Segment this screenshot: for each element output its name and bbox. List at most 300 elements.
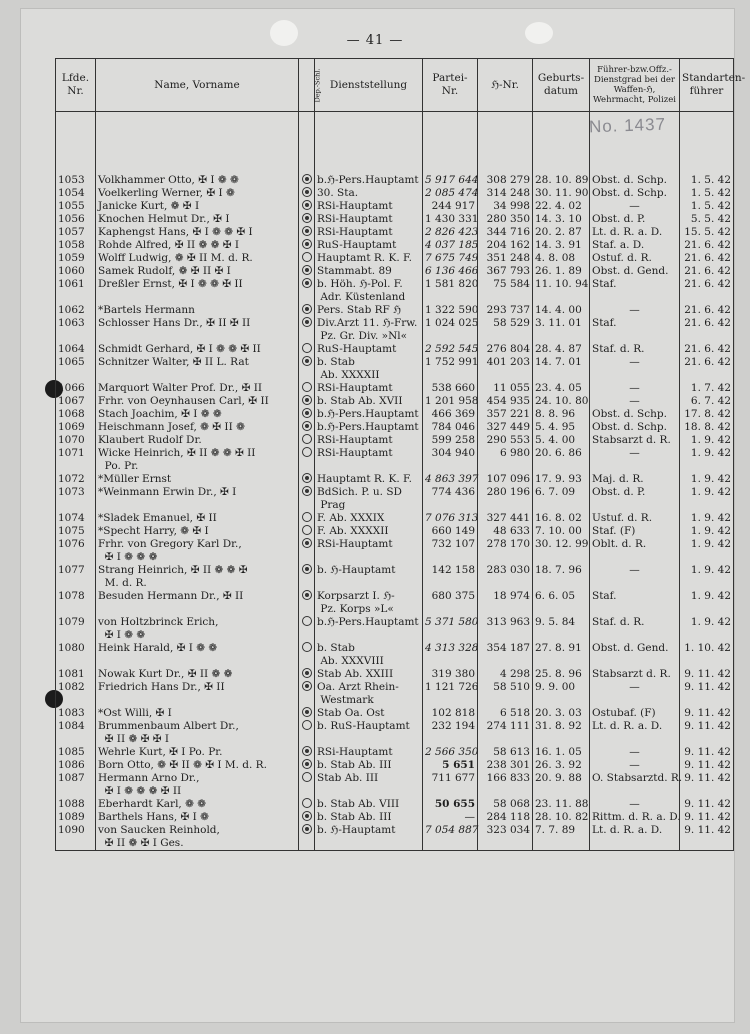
cell-nr: 1077 (56, 564, 96, 590)
dep-symbol-filled-icon (302, 746, 312, 756)
cell-std: 1. 5. 42 (680, 200, 734, 213)
cell-rang: Staf. d. R. (590, 616, 680, 642)
cell-partei: 732 107 (423, 538, 478, 564)
cell-name: Kaphengst Hans, ✠ I ❁ ❁ ✠ I (96, 226, 299, 239)
cell-dienst: BdSich. P. u. SD Prag (315, 486, 423, 512)
cell-name: Voelkerling Werner, ✠ I ❁ (96, 187, 299, 200)
cell-dep (299, 174, 315, 187)
cell-dep (299, 213, 315, 226)
cell-ss: 454 935 (478, 395, 533, 408)
cell-rang: Lt. d. R. a. D. (590, 720, 680, 746)
cell-nr: 1073 (56, 486, 96, 512)
cell-partei: 2 085 474 (423, 187, 478, 200)
cell-dienst: Stab Ab. III (315, 772, 423, 798)
cell-dep (299, 278, 315, 304)
cell-partei: 5 917 644 (423, 174, 478, 187)
cell-std: 1. 9. 42 (680, 434, 734, 447)
cell-rang: — (590, 304, 680, 317)
table-row (56, 681, 734, 707)
cell-geb: 28. 10. 89 (533, 174, 590, 187)
header-geb: Geburts-datum (533, 59, 590, 112)
cell-rang: Lt. d. R. a. D. (590, 824, 680, 851)
cell-geb: 27. 8. 91 (533, 642, 590, 668)
cell-name: *Weinmann Erwin Dr., ✠ I (96, 486, 299, 512)
cell-partei: 2 566 350 (423, 746, 478, 759)
header-nr: Lfde. Nr. (56, 59, 96, 112)
cell-nr: 1086 (56, 759, 96, 772)
table-row (56, 538, 734, 564)
cell-dienst: RuS-Hauptamt (315, 343, 423, 356)
dep-symbol-filled-icon (302, 564, 312, 574)
cell-dienst: b. Stab Ab. XXXXII (315, 356, 423, 382)
cell-rang: Oblt. d. R. (590, 538, 680, 564)
cell-geb: 14. 4. 00 (533, 304, 590, 317)
cell-dienst: b.ℌ-Pers.Hauptamt (315, 421, 423, 434)
cell-ss: 357 221 (478, 408, 533, 421)
cell-rang: Stabsarzt d. R. (590, 434, 680, 447)
cell-nr: 1066 (56, 382, 96, 395)
cell-dienst: b.ℌ-Pers.Hauptamt (315, 616, 423, 642)
cell-dienst: Stammabt. 89 (315, 265, 423, 278)
cell-geb: 26. 1. 89 (533, 265, 590, 278)
cell-nr: 1090 (56, 824, 96, 851)
table-row (56, 707, 734, 720)
cell-ss: 367 793 (478, 265, 533, 278)
cell-partei: 1 322 590 (423, 304, 478, 317)
cell-ss: 327 441 (478, 512, 533, 525)
cell-partei: 50 655 (423, 798, 478, 811)
cell-std: 21. 6. 42 (680, 239, 734, 252)
cell-dep (299, 772, 315, 798)
cell-rang: Lt. d. R. a. D. (590, 226, 680, 239)
cell-nr: 1080 (56, 642, 96, 668)
cell-std: 18. 8. 42 (680, 421, 734, 434)
cell-ss: 313 963 (478, 616, 533, 642)
cell-dienst: b. ℌ-Hauptamt (315, 824, 423, 851)
cell-name: Stach Joachim, ✠ I ❁ ❁ (96, 408, 299, 421)
cell-std: 9. 11. 42 (680, 681, 734, 707)
cell-name: Janicke Kurt, ❁ ✠ I (96, 200, 299, 213)
dep-symbol-ring-icon (302, 525, 312, 535)
dep-symbol-filled-icon (302, 538, 312, 548)
cell-std: 9. 11. 42 (680, 824, 734, 851)
cell-dep (299, 382, 315, 395)
cell-rang: Obst. d. Schp. (590, 187, 680, 200)
cell-dienst: b.ℌ-Pers.Hauptamt (315, 408, 423, 421)
dep-symbol-ring-icon (302, 772, 312, 782)
cell-geb: 22. 4. 02 (533, 200, 590, 213)
cell-geb: 14. 3. 10 (533, 213, 590, 226)
cell-std: 21. 6. 42 (680, 278, 734, 304)
cell-dep (299, 447, 315, 473)
dep-symbol-ring-icon (302, 382, 312, 392)
cell-std: 1. 9. 42 (680, 525, 734, 538)
archive-stamp: No. 1437 (588, 114, 667, 137)
dep-symbol-ring-icon (302, 447, 312, 457)
cell-ss: 401 203 (478, 356, 533, 382)
table-row (56, 590, 734, 616)
cell-dep (299, 226, 315, 239)
cell-geb: 5. 4. 00 (533, 434, 590, 447)
cell-dep (299, 538, 315, 564)
cell-std: 9. 11. 42 (680, 772, 734, 798)
dep-symbol-filled-icon (302, 681, 312, 691)
cell-name: Schlosser Hans Dr., ✠ II ✠ II (96, 317, 299, 343)
cell-std: 9. 11. 42 (680, 707, 734, 720)
cell-geb: 8. 8. 96 (533, 408, 590, 421)
cell-dienst: b. ℌ-Hauptamt (315, 564, 423, 590)
cell-geb: 7. 10. 00 (533, 525, 590, 538)
cell-ss: 283 030 (478, 564, 533, 590)
table-header (56, 59, 734, 112)
cell-std: 21. 6. 42 (680, 304, 734, 317)
cell-nr: 1075 (56, 525, 96, 538)
cell-geb: 24. 10. 80 (533, 395, 590, 408)
cell-partei: 711 677 (423, 772, 478, 798)
cell-rang: — (590, 200, 680, 213)
cell-rang: — (590, 798, 680, 811)
cell-name: *Ost Willi, ✠ I (96, 707, 299, 720)
cell-dienst: Stab Oa. Ost (315, 707, 423, 720)
cell-name: Klaubert Rudolf Dr. (96, 434, 299, 447)
cell-std: 1. 9. 42 (680, 590, 734, 616)
cell-std: 17. 8. 42 (680, 408, 734, 421)
cell-geb: 16. 8. 02 (533, 512, 590, 525)
dep-symbol-filled-icon (302, 473, 312, 483)
roster-table (55, 58, 746, 851)
cell-dep (299, 408, 315, 421)
cell-nr: 1085 (56, 746, 96, 759)
cell-nr: 1089 (56, 811, 96, 824)
dep-symbol-ring-icon (302, 642, 312, 652)
cell-rang: O. Stabsarztd. R. (590, 772, 680, 798)
table-row (56, 382, 734, 395)
cell-dep (299, 512, 315, 525)
cell-name: von Holtzbrinck Erich, ✠ I ❁ ❁ (96, 616, 299, 642)
cell-dep (299, 395, 315, 408)
cell-partei: 1 430 331 (423, 213, 478, 226)
cell-geb: 20. 9. 88 (533, 772, 590, 798)
cell-ss: 280 350 (478, 213, 533, 226)
table-row (56, 798, 734, 811)
cell-std: 9. 11. 42 (680, 746, 734, 759)
cell-dienst: F. Ab. XXXIX (315, 512, 423, 525)
cell-geb: 28. 4. 87 (533, 343, 590, 356)
table-row (56, 278, 734, 304)
cell-dep (299, 590, 315, 616)
cell-rang: — (590, 564, 680, 590)
cell-rang: Staf. (590, 278, 680, 304)
cell-geb: 6. 7. 09 (533, 486, 590, 512)
cell-nr: 1065 (56, 356, 96, 382)
cell-dep (299, 746, 315, 759)
cell-name: Born Otto, ❁ ✠ II ❁ ✠ I M. d. R. (96, 759, 299, 772)
cell-geb: 20. 3. 03 (533, 707, 590, 720)
cell-name: Wicke Heinrich, ✠ II ❁ ❁ ✠ II Po. Pr. (96, 447, 299, 473)
cell-std: 1. 5. 42 (680, 187, 734, 200)
dep-symbol-ring-icon (302, 616, 312, 626)
cell-nr: 1087 (56, 772, 96, 798)
cell-rang: Ustuf. d. R. (590, 512, 680, 525)
dep-symbol-filled-icon (302, 486, 312, 496)
table-row (56, 421, 734, 434)
cell-nr: 1062 (56, 304, 96, 317)
cell-nr: 1068 (56, 408, 96, 421)
cell-partei: 2 592 545 (423, 343, 478, 356)
cell-ss: 58 068 (478, 798, 533, 811)
table-row (56, 200, 734, 213)
cell-rang: Ostuf. d. R. (590, 252, 680, 265)
dep-symbol-filled-icon (302, 304, 312, 314)
cell-rang: Obst. d. Gend. (590, 642, 680, 668)
cell-nr: 1072 (56, 473, 96, 486)
cell-nr: 1056 (56, 213, 96, 226)
cell-dep (299, 798, 315, 811)
cell-dep (299, 486, 315, 512)
cell-dienst: Pers. Stab RF ℌ (315, 304, 423, 317)
cell-dienst: 30. Sta. (315, 187, 423, 200)
table-row (56, 408, 734, 421)
cell-rang: Obst. d. Schp. (590, 421, 680, 434)
cell-nr: 1069 (56, 421, 96, 434)
cell-partei: 538 660 (423, 382, 478, 395)
page-number: — 41 — (346, 33, 404, 48)
table-row (56, 395, 734, 408)
dep-symbol-ring-icon (302, 798, 312, 808)
cell-nr: 1061 (56, 278, 96, 304)
cell-std: 9. 11. 42 (680, 798, 734, 811)
cell-name: Rohde Alfred, ✠ II ❁ ❁ ✠ I (96, 239, 299, 252)
cell-dienst: Hauptamt R. K. F. (315, 473, 423, 486)
cell-rang: Obst. d. Schp. (590, 174, 680, 187)
cell-std: 15. 5. 42 (680, 226, 734, 239)
cell-dienst: b. Stab Ab. III (315, 811, 423, 824)
cell-name: Schnitzer Walter, ✠ II L. Rat (96, 356, 299, 382)
cell-std: 9. 11. 42 (680, 720, 734, 746)
cell-rang: Obst. d. P. (590, 486, 680, 512)
cell-rang: Staf. d. R. (590, 343, 680, 356)
cell-std: 1. 9. 42 (680, 538, 734, 564)
cell-dep (299, 304, 315, 317)
cell-partei: 1 752 991 (423, 356, 478, 382)
cell-name: Barthels Hans, ✠ I ❁ (96, 811, 299, 824)
cell-dep (299, 811, 315, 824)
cell-geb: 3. 11. 01 (533, 317, 590, 343)
cell-dienst: Stab Ab. XXIII (315, 668, 423, 681)
dep-symbol-filled-icon (302, 265, 312, 275)
cell-std: 21. 6. 42 (680, 317, 734, 343)
cell-ss: 278 170 (478, 538, 533, 564)
cell-ss: 354 187 (478, 642, 533, 668)
cell-partei: 1 121 726 (423, 681, 478, 707)
table-row (56, 304, 734, 317)
cell-partei: 102 818 (423, 707, 478, 720)
cell-name: Knochen Helmut Dr., ✠ I (96, 213, 299, 226)
cell-ss: 58 529 (478, 317, 533, 343)
cell-name: *Specht Harry, ❁ ✠ I (96, 525, 299, 538)
dep-symbol-filled-icon (302, 668, 312, 678)
cell-ss: 314 248 (478, 187, 533, 200)
cell-ss: 204 162 (478, 239, 533, 252)
cell-nr: 1059 (56, 252, 96, 265)
table-row (56, 616, 734, 642)
cell-dienst: RSi-Hauptamt (315, 538, 423, 564)
cell-geb: 16. 1. 05 (533, 746, 590, 759)
cell-ss: 107 096 (478, 473, 533, 486)
table-row (56, 772, 734, 798)
table-row (56, 239, 734, 252)
cell-std: 21. 6. 42 (680, 265, 734, 278)
cell-rang: — (590, 356, 680, 382)
dep-symbol-filled-icon (302, 408, 312, 418)
cell-nr: 1079 (56, 616, 96, 642)
cell-rang: Rittm. d. R. a. D. (590, 811, 680, 824)
cell-geb: 25. 8. 96 (533, 668, 590, 681)
cell-nr: 1055 (56, 200, 96, 213)
cell-partei: 4 037 185 (423, 239, 478, 252)
cell-name: von Saucken Reinhold, ✠ II ❁ ✠ I Ges. (96, 824, 299, 851)
cell-dienst: b. Stab Ab. XXXVIII (315, 642, 423, 668)
cell-name: Heink Harald, ✠ I ❁ ❁ (96, 642, 299, 668)
cell-dep (299, 616, 315, 642)
cell-geb: 14. 3. 91 (533, 239, 590, 252)
cell-ss: 344 716 (478, 226, 533, 239)
cell-dienst: F. Ab. XXXXII (315, 525, 423, 538)
cell-std: 5. 5. 42 (680, 213, 734, 226)
dep-symbol-filled-icon (302, 421, 312, 431)
cell-std: 1. 5. 42 (680, 174, 734, 187)
cell-rang: Staf. a. D. (590, 239, 680, 252)
cell-ss: 238 301 (478, 759, 533, 772)
cell-nr: 1064 (56, 343, 96, 356)
cell-ss: 351 248 (478, 252, 533, 265)
cell-nr: 1083 (56, 707, 96, 720)
cell-dienst: b. Stab Ab. VIII (315, 798, 423, 811)
table-row (56, 317, 734, 343)
table-row (56, 746, 734, 759)
dep-symbol-filled-icon (302, 395, 312, 405)
cell-ss: 280 196 (478, 486, 533, 512)
cell-nr: 1078 (56, 590, 96, 616)
cell-partei: 599 258 (423, 434, 478, 447)
cell-geb: 23. 11. 88 (533, 798, 590, 811)
cell-rang: — (590, 395, 680, 408)
dep-symbol-filled-icon (302, 811, 312, 821)
cell-partei: 4 863 397 (423, 473, 478, 486)
cell-dienst: b. RuS-Hauptamt (315, 720, 423, 746)
cell-name: *Müller Ernst (96, 473, 299, 486)
table-row (56, 265, 734, 278)
cell-nr: 1053 (56, 174, 96, 187)
cell-partei: 660 149 (423, 525, 478, 538)
table-row (56, 356, 734, 382)
dep-symbol-filled-icon (302, 239, 312, 249)
header-ss: ℌ-Nr. (478, 59, 533, 112)
cell-ss: 18 974 (478, 590, 533, 616)
cell-std: 21. 6. 42 (680, 252, 734, 265)
cell-dienst: RSi-Hauptamt (315, 226, 423, 239)
cell-partei: 774 436 (423, 486, 478, 512)
cell-partei: — (423, 811, 478, 824)
cell-partei: 232 194 (423, 720, 478, 746)
cell-nr: 1054 (56, 187, 96, 200)
cell-geb: 18. 7. 96 (533, 564, 590, 590)
cell-dienst: b. Höh. ℌ-Pol. F. Adr. Küstenland (315, 278, 423, 304)
dep-symbol-filled-icon (302, 356, 312, 366)
dep-symbol-filled-icon (302, 226, 312, 236)
cell-rang: Stabsarzt d. R. (590, 668, 680, 681)
cell-geb: 30. 12. 99 (533, 538, 590, 564)
cell-geb: 30. 11. 90 (533, 187, 590, 200)
cell-partei: 6 136 466 (423, 265, 478, 278)
cell-partei: 7 054 887 (423, 824, 478, 851)
cell-geb: 26. 3. 92 (533, 759, 590, 772)
cell-std: 1. 10. 42 (680, 642, 734, 668)
cell-dienst: RSi-Hauptamt (315, 434, 423, 447)
cell-ss: 274 111 (478, 720, 533, 746)
cell-geb: 20. 6. 86 (533, 447, 590, 473)
cell-dep (299, 421, 315, 434)
cell-ss: 6 518 (478, 707, 533, 720)
cell-std: 1. 9. 42 (680, 616, 734, 642)
cell-nr: 1057 (56, 226, 96, 239)
cell-partei: 680 375 (423, 590, 478, 616)
cell-dienst: RSi-Hauptamt (315, 382, 423, 395)
table-row (56, 512, 734, 525)
cell-rang: Staf. (590, 590, 680, 616)
cell-rang: Obst. d. Schp. (590, 408, 680, 421)
cell-geb: 14. 7. 01 (533, 356, 590, 382)
dep-symbol-filled-icon (302, 174, 312, 184)
cell-dep (299, 681, 315, 707)
cell-geb: 6. 6. 05 (533, 590, 590, 616)
cell-name: Frhr. von Gregory Karl Dr., ✠ I ❁ ❁ ❁ (96, 538, 299, 564)
cell-std: 1. 9. 42 (680, 512, 734, 525)
cell-partei: 1 024 025 (423, 317, 478, 343)
cell-geb: 9. 5. 84 (533, 616, 590, 642)
table-row (56, 187, 734, 200)
header-dienst: Dienststellung (315, 59, 423, 112)
cell-partei: 1 201 958 (423, 395, 478, 408)
table-row (56, 252, 734, 265)
cell-nr: 1063 (56, 317, 96, 343)
cell-partei: 142 158 (423, 564, 478, 590)
cell-dienst: RSi-Hauptamt (315, 746, 423, 759)
dep-symbol-filled-icon (302, 213, 312, 223)
cell-name: *Bartels Hermann (96, 304, 299, 317)
cell-partei: 784 046 (423, 421, 478, 434)
dep-symbol-filled-icon (302, 824, 312, 834)
table-row (56, 447, 734, 473)
cell-name: Wehrle Kurt, ✠ I Po. Pr. (96, 746, 299, 759)
cell-ss: 11 055 (478, 382, 533, 395)
dep-symbol-ring-icon (302, 720, 312, 730)
cell-dienst: b. Stab Ab. XVII (315, 395, 423, 408)
cell-partei: 7 076 313 (423, 512, 478, 525)
cell-dienst: RSi-Hauptamt (315, 447, 423, 473)
cell-name: Friedrich Hans Dr., ✠ II (96, 681, 299, 707)
cell-partei: 244 917 (423, 200, 478, 213)
table-row (56, 213, 734, 226)
cell-geb: 9. 9. 00 (533, 681, 590, 707)
cell-dienst: RSi-Hauptamt (315, 213, 423, 226)
cell-rang: — (590, 759, 680, 772)
cell-ss: 276 804 (478, 343, 533, 356)
cell-nr: 1058 (56, 239, 96, 252)
cell-name: Brummenbaum Albert Dr., ✠ II ❁ ✠ ✠ I (96, 720, 299, 746)
cell-partei: 319 380 (423, 668, 478, 681)
cell-std: 9. 11. 42 (680, 811, 734, 824)
